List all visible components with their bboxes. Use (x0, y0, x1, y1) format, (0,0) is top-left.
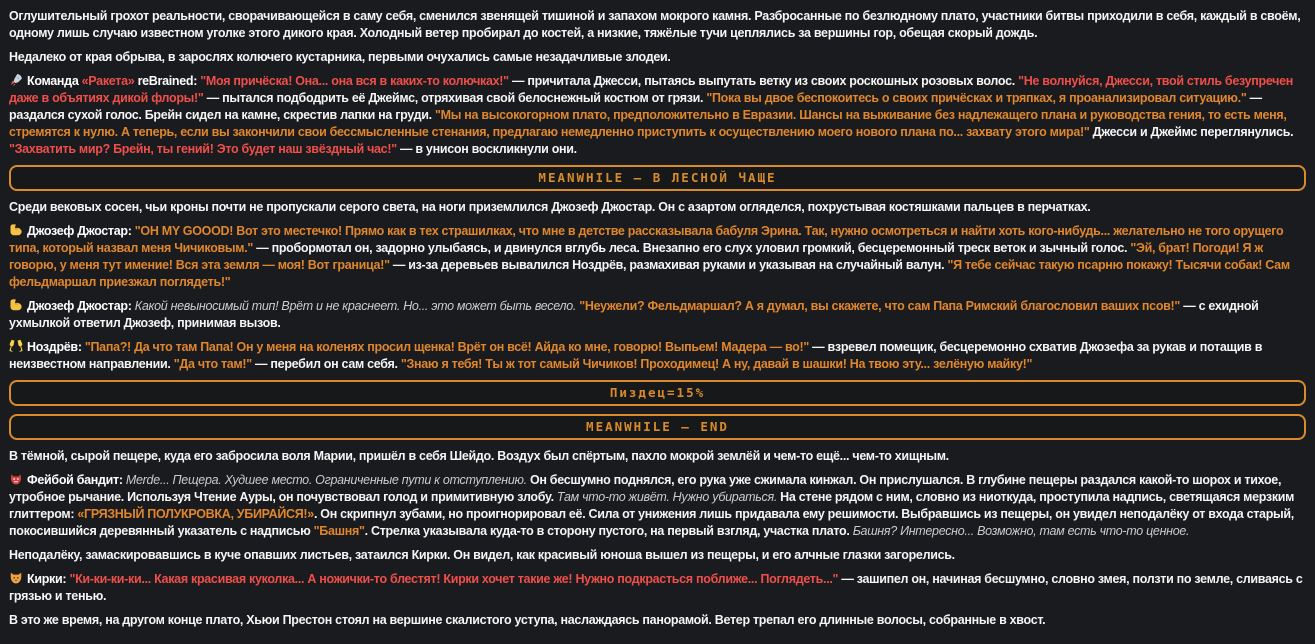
italic-segment: Какой невыносимый тип! Врёт и не краснеет. Но... это может быть весело. (134, 299, 580, 313)
banner-meanwhile-end (9, 414, 1306, 440)
narration-segment: — причитала Джесси, пытаясь выпутать ветку из своих роскошных розовых волос. (508, 74, 1019, 88)
banner-pizdec-meter (9, 380, 1306, 406)
banner-text: MEANWHILE – END (586, 419, 729, 434)
story-paragraph (9, 339, 1306, 373)
ogre-emoji (9, 472, 23, 486)
quote-red-segment: "Ки-ки-ки-ки... Какая красивая куколка... А ножички-то блестят! Кирки хочет такие же! Нужно подкрасться поближе... Поглядеть..." (69, 572, 839, 586)
story-paragraph (9, 49, 1306, 66)
name-segment: Команда (27, 74, 82, 88)
narration-segment: Среди вековых сосен, чьи кроны почти не пропускали серого света, на ноги приземлился Джозеф Джостар. Он с азартом огляделся, похрустывая костяшками пальцев в перчатках. (9, 200, 1091, 214)
quote-orange-segment: «ГРЯЗНЫЙ ПОЛУКРОВКА, УБИРАЙСЯ!» (77, 507, 314, 521)
quote-red-segment: "Моя причёска! Она... она вся в каких-то колючках!" (200, 74, 509, 88)
narration-segment: В это же время, на другом конце плато, Хьюи Престон стоял на вершине скалистого уступа, наслаждаясь панорамой. Ветер трепал его длинные волосы, собранные в хвост. (9, 613, 1046, 627)
narration-segment: . Он скрипнул зубами, но проигнорировал её. Сила от унижения лишь придавала ему решимости. Выбравшись из пещеры, он увидел неподалёку от входа старый, покосившийся деревянный указатель с надписью (9, 507, 1294, 538)
quote-orange-segment: "Знаю я тебя! Ты ж тот самый Чичиков! Проходимец! А ну, давай в шашки! На твою эту... зелёную майку!" (400, 357, 1033, 371)
story-paragraph (9, 8, 1306, 42)
narration-segment: Он бесшумно поднялся, его рука уже сжимала кинжал. Он прислушался. В глубине пещеры раздался какой-то шорох и тихое, утробное рычание. Используя Чтение Ауры, он почувствовал голод и примитивную злобу. (9, 473, 1282, 504)
story-paragraph (9, 571, 1306, 605)
name-segment: Фейбой бандит: (27, 473, 126, 487)
italic-segment: Merde... Пещера. Худшее место. Ограниченные пути к отступлению. (125, 473, 530, 487)
narration-segment: — зашипел он, начиная бесшумно, словно змея, ползти по земле, сливаясь с грязью и тенью. (9, 572, 1303, 603)
quote-orange-segment: "Папа?! Да что там Папа! Он у меня на коленях просил щенка! Врёт он всё! Айда ко мне, говорю! Выпьем! Мадера — во!" (84, 340, 809, 354)
narration-segment: В тёмной, сырой пещере, куда его забросила воля Марии, пришёл в себя Шейдо. Воздух был спёртым, пахло мокрой землёй и чем-то ещё... чем-то хищным. (9, 449, 949, 463)
story-log (9, 8, 1306, 629)
story-paragraph (9, 223, 1306, 291)
quote-red-segment: "Захватить мир? Брейн, ты гений! Это будет наш звёздный час!" (9, 142, 397, 156)
name-segment: Кирки: (27, 572, 70, 586)
narration-segment: — раздался сухой голос. Брейн сидел на камне, скрестив лапки на груди. (9, 91, 1262, 122)
story-paragraph (9, 298, 1306, 332)
name-segment: Джозеф Джостар: (27, 299, 135, 313)
narration-segment: Неподалёку, замаскировавшись в куче опавших листьев, затаился Кирки. Он видел, как красивый юноша вышел из пещеры, и его алчные глазки загорелись. (9, 548, 955, 562)
banner-meanwhile-forest (9, 165, 1306, 191)
italic-segment: Там что-то живёт. Нужно убираться. (556, 490, 781, 504)
quote-orange-segment: "Неужели? Фельдмаршал? А я думал, вы скажете, что сам Папа Римский благословил ваших псов!" (579, 299, 1181, 313)
quote-orange-segment: "Мы на высокогорном плато, предположительно в Евразии. Шансы на выживание без надлежащего плана и руководства гения, то есть меня, стремятся к нулю. А теперь, если вы закончили свои бессмысленные стенания, предлагаю немедленно приступить к осуществлению моего нового плана по... захвату этого мира!" (9, 108, 1287, 139)
narration-segment: — из-за деревьев вывалился Ноздрёв, размахивая руками и указывая на случайный валун. (389, 258, 948, 272)
banner-text: MEANWHILE – В ЛЕСНОЙ ЧАЩЕ (538, 170, 777, 185)
italic-segment: Башня? Интересно... Возможно, там есть что-то ценное. (852, 524, 1190, 538)
narration-segment: Недалеко от края обрыва, в зарослях колючего кустарника, первыми очухались самые незадачливые злодеи. (9, 50, 671, 64)
narration-segment: . Стрелка указывала куда-то в сторону пустого, на первый взгляд, участка плато. (364, 524, 853, 538)
quote-orange-segment: "Я тебе сейчас такую псарню покажу! Тысячи собак! Сам фельдмаршал приезжал поглядеть!" (9, 258, 1290, 289)
narration-segment: — с ехидной ухмылкой ответил Джозеф, принимая вызов. (9, 299, 1259, 330)
narration-segment: На стене рядом с ним, словно из ниоткуда, проступила надпись, светящаяся мерзким глиттером: (9, 490, 1295, 521)
quote-red-segment: "Не волнуйся, Джесси, твой стиль безупречен даже в объятиях дикой флоры!" (9, 74, 1294, 105)
quote-orange-segment: "Башня" (313, 524, 365, 538)
story-paragraph (9, 612, 1306, 629)
biceps-emoji (9, 298, 23, 312)
narration-segment: — пытался подбодрить её Джеймс, отряхивая свой белоснежный костюм от грязи. (203, 91, 707, 105)
story-paragraph (9, 547, 1306, 564)
narration-segment: — в унисон воскликнули они. (396, 142, 577, 156)
quote-orange-segment: "Пока вы двое беспокоитесь о своих причёсках и тряпках, я проанализировал ситуацию." (706, 91, 1247, 105)
clinking-glasses-emoji (9, 339, 23, 353)
narration-segment: Джесси и Джеймс переглянулись. (1089, 125, 1294, 139)
narration-segment: — пробормотал он, задорно улыбаясь, и двинулся вглубь леса. Внезапно его слух уловил громкий, бесцеремонный треск веток и зычный голос. (253, 241, 1131, 255)
rocket-emoji (9, 73, 23, 87)
narration-segment: — взревел помещик, бесцеремонно схватив Джозефа за рукав и потащив в неизвестном направлении. (9, 340, 1263, 371)
story-paragraph (9, 472, 1306, 540)
fox-emoji (9, 571, 23, 585)
story-paragraph (9, 199, 1306, 216)
quote-orange-segment: "Да что там!" (173, 357, 252, 371)
story-paragraph (9, 448, 1306, 465)
name-accent-segment: «Ракета» (81, 74, 135, 88)
narration-segment: — перебил он сам себя. (251, 357, 401, 371)
banner-text: Пиздец=15% (609, 385, 706, 400)
name-segment: reBrained: (134, 74, 201, 88)
name-segment: Ноздрёв: (27, 340, 85, 354)
biceps-emoji (9, 223, 23, 237)
quote-orange-segment: "Эй, брат! Погоди! Я ж говорю, у меня тут имение! Вся эта земля — моя! Вот граница!" (9, 241, 1263, 272)
story-paragraph (9, 73, 1306, 158)
name-segment: Джозеф Джостар: (27, 224, 135, 238)
quote-orange-segment: "OH MY GOOOD! Вот это местечко! Прямо как в тех страшилках, что мне в детстве рассказывала бабуля Эрина. Так, нужно осмотреться и найти хоть кого-нибудь... желательно не того орущего типа, который назвал меня Чичиковым." (9, 224, 1284, 255)
narration-segment: Оглушительный грохот реальности, сворачивающейся в саму себя, сменился звенящей тишиной и запахом мокрого камня. Разбросанные по безлюдному плато, участники битвы приходили в себя, каждый в своём, одному лишь случаю известном уголке этого дикого края. Холодный ветер пробирал до костей, а низкие, тяжёлые тучи цеплялись за вершины гор, обещая скорый дождь. (9, 9, 1301, 40)
